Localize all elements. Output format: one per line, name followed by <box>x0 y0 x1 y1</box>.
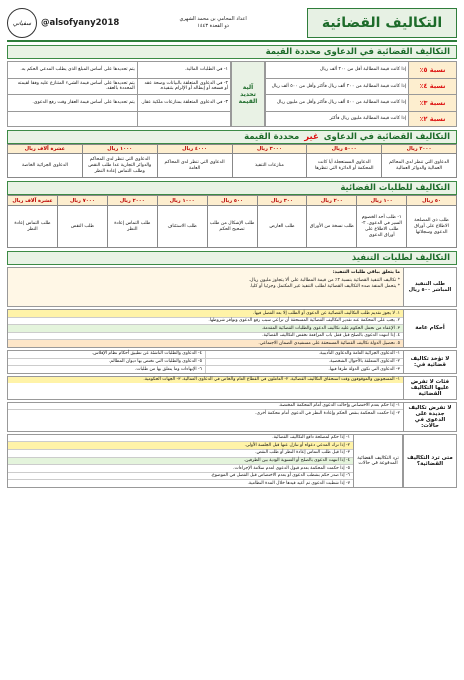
list-item: ٦- إذا صدر حكم بشطب الدعوى أو بعدم الاختصاص قبل الفصل في الموضوع. <box>8 473 353 481</box>
desc-cell: طلب التماس إعادة النظر <box>107 206 157 248</box>
no-fees-col-right <box>205 351 403 373</box>
page-title: التكاليف القضائية <box>307 8 457 38</box>
desc-cell: الدعاوى الجزائية الخاصة <box>8 154 83 178</box>
list-item: ١- الدعاوى الجزائية العامة والدعاوى التأديبية. <box>206 351 403 359</box>
list-item: ١- إذا حكم لمصلحة دافع التكاليف القضائية. <box>8 435 353 443</box>
list-item: ٤- إذا انتهت الدعوى بالصلح أو التسوية الودية بين الطرفين. <box>8 458 353 466</box>
mechanism-basis: يتم تحديدها على أساس قيمة العقار وقت رفع الدعوى. <box>32 100 135 106</box>
general-rules-block <box>7 309 457 348</box>
list-item: ٢- إذا حكمت المحكمة بنقض الحكم وإعادة النظر في الدعوى أمام محكمة أخرى. <box>255 410 400 416</box>
refund-sublabel: ترد التكاليف القضائية المدفوعة في حالات <box>353 434 403 488</box>
list-item: ٧- إذا شطبت الدعوى ثم أعيد قيدها خلال المدة النظامية. <box>247 480 350 486</box>
general-rules-list <box>7 309 403 348</box>
rate-row <box>265 111 457 128</box>
list-item: ٥- الدعاوى والطلبات التي تختص بها ديوان المظالم. <box>8 359 205 367</box>
list-item: ٥. تحصيل الدولة تكاليف القضائية المستحقة على مستفيدي الضمان الاجتماعي. <box>8 340 403 347</box>
amount-cell: ٥٠ ريال <box>407 196 457 206</box>
mechanism-row <box>7 111 231 128</box>
list-item: ٦- الإنهاءات وما يتعلق بها من طلبات. <box>134 366 202 372</box>
amount-cell: عشرة آلاف ريال <box>8 145 83 154</box>
section-nonfixed-title-suffix: محددة القيمة <box>244 132 300 142</box>
list-item: ٣. الإعفاء من تحمل الحكوم عليه تكاليف الدعوى والطلبات القضائية المقدمة. <box>8 325 403 333</box>
amount-cell: ١٠٠٠ ريال <box>82 145 157 154</box>
desc-cell: ١- طلب أحد الخصوم السير في الدعوى. ٢- طلب الاطلاع على أوراق الدعوى <box>357 206 407 248</box>
execution-block <box>7 267 457 307</box>
list-item: ٢- الدعاوى المتعلقة بالأحوال الشخصية. <box>206 359 403 367</box>
rate-text: إذا كانت قيمة المطالبة من ٥٠٠ ألف ريال فأكثر وأقل من مليون ريال <box>276 100 406 106</box>
amount-cell: ٤٠٠٠ ريال <box>157 145 232 154</box>
mechanism-row <box>7 78 231 95</box>
value-mechanism-label: آلية تحديد القيمة <box>231 61 265 127</box>
execution-line: * يتحمل المنفذ ضده التكاليف القضائية لطلب التنفيذ غير المكتمل وجزئيا أو كليا. <box>249 284 400 289</box>
section-nonfixed-title-key: غير <box>304 132 319 142</box>
date-line: ذو القعدة ١٤٤٣ <box>197 23 229 29</box>
header <box>7 6 457 42</box>
execution-body <box>7 267 403 307</box>
mechanism-row <box>7 94 231 111</box>
transfer-list <box>7 402 403 432</box>
nonfixed-table <box>7 144 457 178</box>
mechanism-case: ٣- في الدعاوى المتعلقة بمنازعات ملكية عقار. <box>137 95 230 111</box>
amount-cell: ٧٠٠٠ ريال <box>58 196 108 206</box>
amount-cell: ٣٠٠٠ ريال <box>232 145 307 154</box>
section-requests-title <box>7 181 457 195</box>
list-item: ٣- إذا قبل طلب التماس إعادة النظر أو طلب النقض. <box>8 450 353 458</box>
amount-cell: ٢٠٠ ريال <box>307 196 357 206</box>
amount-cell: ٥٠٠ ريال <box>207 196 257 206</box>
exempt-label: فئات لا تفرض عليها التكاليف القضائية <box>403 376 457 400</box>
section-requests-title-text: التكاليف للطلبات القضائية <box>340 183 450 193</box>
fixed-rates <box>265 61 457 127</box>
logo-icon: سفياني <box>7 8 37 38</box>
amount-cell: ٣٠٠ ريال <box>257 196 307 206</box>
author-info <box>119 16 307 30</box>
rate-row <box>265 78 457 95</box>
desc-cell: منازعات التنفيذ <box>232 154 307 178</box>
desc-cell: طلب النقض <box>58 206 108 248</box>
amount-cell: عشرة آلاف ريال <box>8 196 58 206</box>
general-rules-label: أحكام عامة <box>403 309 457 348</box>
amount-cell: ٢٠٠٠ ريال <box>107 196 157 206</box>
desc-cell: طلب الإشكال من طلب تصحيح الحكم <box>207 206 257 248</box>
section-execution-title-text: التكاليف لطلبات التنفيذ <box>351 253 450 263</box>
desc-cell: الدعاوى التي تنظر لدى المحاكم والدوائر التجارية عدا طلب النقض وطلب التماس إعادة النظر <box>82 154 157 178</box>
fixed-fees-block <box>7 61 457 127</box>
list-item: ٤. إذا انتهت الدعوى بالصلح قبل قفل باب المرافعة تخفض التكاليف القضائية. <box>8 333 403 341</box>
requests-table <box>7 195 457 248</box>
rate-pct: نسبة ٥٪ <box>408 62 456 78</box>
mechanism-row <box>7 61 231 78</box>
desc-cell: طلب ذي المصلحة الاطلاع على أوراق الدعوى وسجلاتها <box>407 206 457 248</box>
no-fees-label: لا تؤخذ تكاليف قضائية في: <box>403 350 457 374</box>
section-nonfixed-title-text: التكاليف القضائية في الدعاوى <box>323 132 450 142</box>
section-execution-title <box>7 251 457 265</box>
rate-row <box>265 61 457 78</box>
rate-pct: نسبة ٤٪ <box>408 79 456 95</box>
amount-cell: ١٠٠ ريال <box>357 196 407 206</box>
desc-cell: الدعاوى المستعجلة أيا كانت المحكمة أو الدائرة التي تنظرها <box>307 154 382 178</box>
rate-text: إذا كانت قيمة المطالبة أقل من ٢٠٠ ألف ريال <box>319 67 406 73</box>
rate-text: إذا كانت قيمة المطالبة مليون ريال فأكثر <box>329 116 406 122</box>
section-nonfixed-title <box>7 130 457 144</box>
list-item: ١- إذا حكم بعدم الاختصاص وإحالت الدعوى أمام المحكمة المختصة. <box>8 403 403 411</box>
section-fixed-title-key: محددة القيمة <box>265 47 321 57</box>
mechanism-case: ٢- في الدعاوى المتعلقة بالبيانات وصحة عقد أو فسخه أو إبطاله أو الإلزام بتنفيذه. <box>137 79 230 95</box>
list-item: ١- المسجونون والموقوفون وقت استحقاق التكاليف القضائية. ٢- العاملون في القطاع العام والخاص في الدعاوى العمالية. ٣- الجهات الحكومية. <box>8 377 403 384</box>
desc-cell: طلب العارض <box>257 206 307 248</box>
refund-block <box>7 434 457 488</box>
desc-cell: طلب نسخة من الأوراق <box>307 206 357 248</box>
value-mechanism <box>7 61 231 127</box>
list-item: ٤- الدعاوى والطلبات الناشئة عن تطبيق أحكام نظام الإفلاس. <box>8 351 205 359</box>
mechanism-case <box>137 112 230 127</box>
amount-cell: ١٠٠٠ ريال <box>157 196 207 206</box>
amount-cell: ٥٠٠٠ ريال <box>307 145 382 154</box>
execution-heading: ما يتعلق بباقي طلبات التنفيذ: <box>332 270 400 275</box>
desc-cell: الدعاوى التي تنظر لدى المحاكم العمالية والدوائر العمالية <box>382 154 457 178</box>
desc-cell: الدعاوى التي تنظر لدى المحاكم العامة <box>157 154 232 178</box>
no-fees-col-left <box>8 351 205 373</box>
exempt-list <box>7 376 403 400</box>
execution-line: * تكاليف التنفيذ القضائية بنسبة ٢٪ من قيمة المطالبة على ألا يتجاوز مليون ريال. <box>248 278 400 283</box>
section-fixed-title <box>7 45 457 59</box>
desc-cell: طلب التماس إعادة النظر <box>8 206 58 248</box>
refund-list <box>7 434 353 488</box>
section-fixed-title-text: التكاليف القضائية في الدعاوى <box>323 47 450 57</box>
list-item: ٥- إذا حكمت المحكمة بعدم قبول الدعوى لعدم سلامة الإجراءات. <box>8 465 353 473</box>
mechanism-basis <box>8 112 137 127</box>
list-item: ٢- إذا ترك المدعي دعواه أو تنازل عنها قبل الجلسة الأولى. <box>8 442 353 450</box>
rate-pct: نسبة ٣٪ <box>408 95 456 111</box>
execution-label: طلب التنفيذ المباشر ٥٠٠ ريال <box>403 267 457 307</box>
list-item: ٣- الدعاوى التي تكون الدولة طرفا فيها. <box>328 366 400 372</box>
rate-row <box>265 94 457 111</box>
mechanism-basis: يتم تحديدها على أساس قيمة الشيء المتنازع عليه وفقا لقيمته المحددة بالعقد. <box>17 81 135 92</box>
transfer-block <box>7 402 457 432</box>
twitter-handle: @alsofyany2018 <box>41 18 120 28</box>
no-fees-list <box>7 350 403 374</box>
mechanism-case: ١- في الطلبات المالية. <box>137 62 230 78</box>
mechanism-basis: يتم تحديدها على أساس المبلغ الذي يطلب المدعي الحكم به. <box>20 67 135 73</box>
list-item: ١. لا يجوز تقديم طلب التكاليف القضائية عن الدعوى أو الطلب إلا بعد الفصل فيها. <box>8 310 403 318</box>
transfer-label: لا تفرض تكاليف جديدة على الدعوى في حالات: <box>403 402 457 432</box>
rate-pct: نسبة ٢٪ <box>408 112 456 127</box>
rate-text: إذا كانت قيمة المطالبة من ٢٠٠ ألف ريال فأكثر وأقل من ٥٠٠ ألف ريال <box>271 83 406 89</box>
exempt-block <box>7 376 457 400</box>
amount-cell: ٢٠٠٠ ريال <box>382 145 457 154</box>
desc-cell: طلب الاستئناف <box>157 206 207 248</box>
no-fees-block <box>7 350 457 374</box>
author-line: اعداد المحامي بن محمد الشهري <box>179 16 247 22</box>
list-item: ٢. يجب على المحكمة عند تقدير التكاليف القضائية المستحقة أن تراعي سبب رفع الدعوى وتوافر شروطها. <box>8 318 403 326</box>
refund-label: متى ترد التكاليف القضائية؟ <box>403 434 457 488</box>
